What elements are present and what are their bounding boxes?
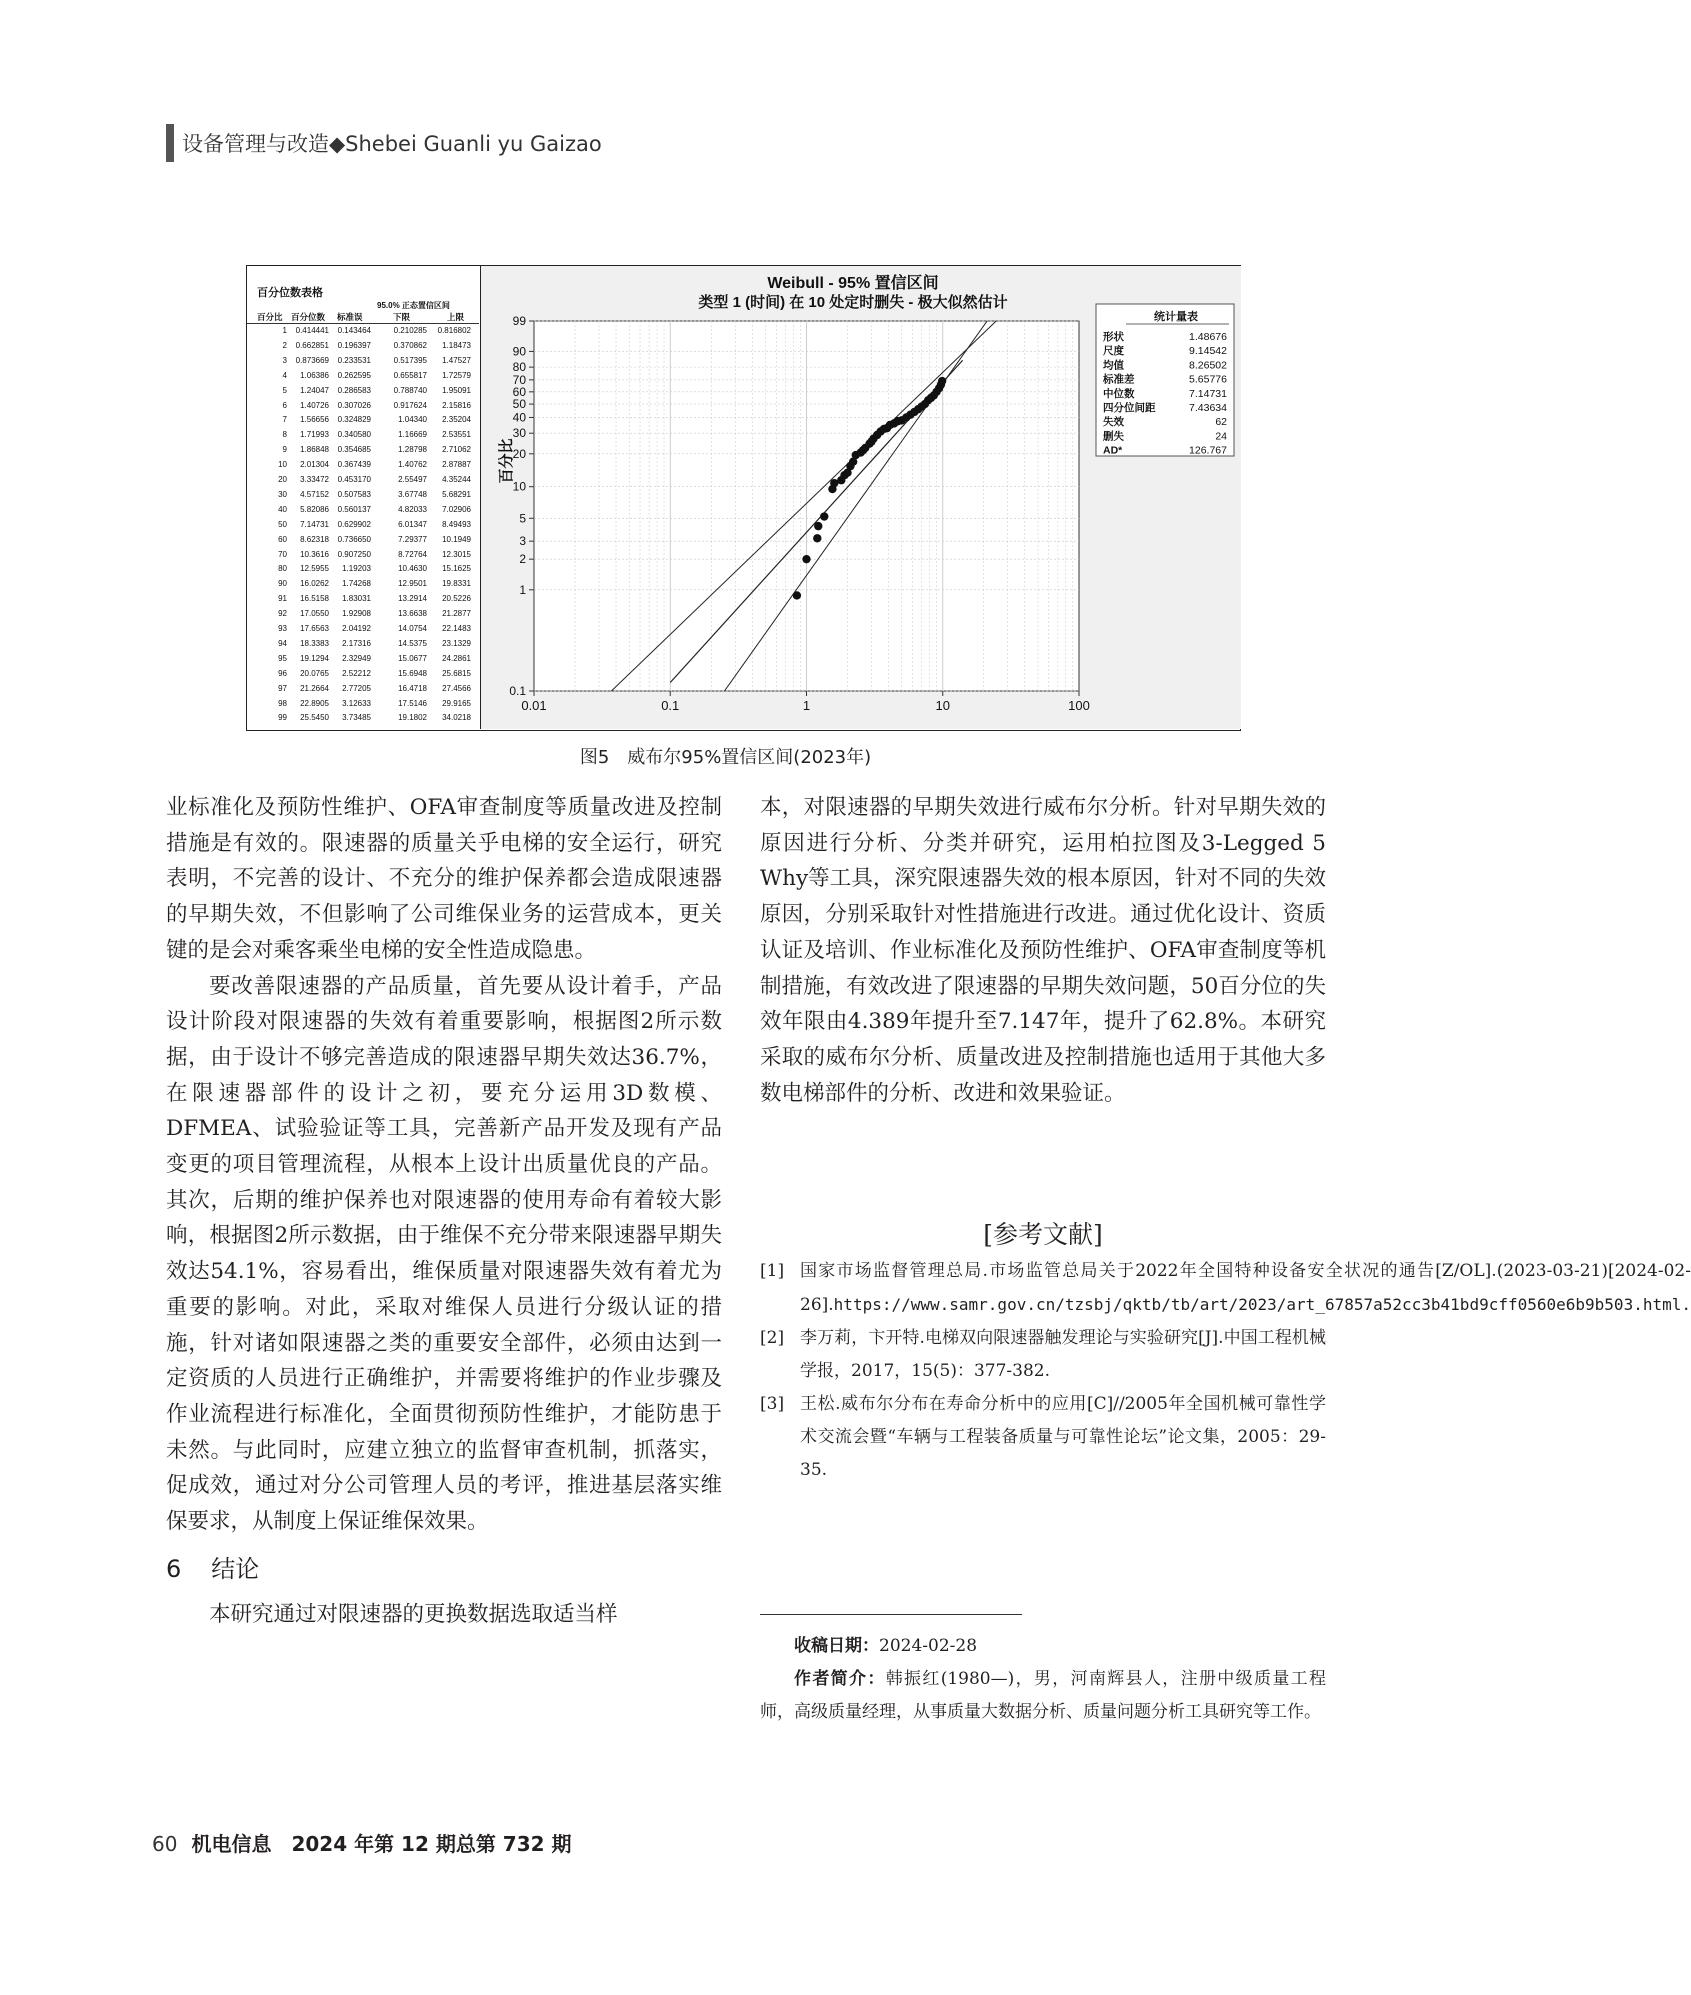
percentile-cell: 16.0262 bbox=[300, 579, 329, 589]
reference-item bbox=[760, 1322, 1326, 1388]
percentile-cell: 18.3383 bbox=[300, 638, 329, 648]
percentile-cell: 0.143464 bbox=[337, 326, 371, 335]
section-number: 6 bbox=[166, 1554, 182, 1583]
percentile-cell: 4.57152 bbox=[300, 489, 329, 499]
percentile-cell: 0.907250 bbox=[337, 549, 371, 559]
percentile-cell: 1.56656 bbox=[300, 415, 329, 425]
percentile-row bbox=[247, 415, 479, 427]
percentile-cell: 70 bbox=[278, 549, 287, 559]
reference-item bbox=[760, 1388, 1326, 1487]
y-tick-label: 3 bbox=[519, 534, 526, 549]
percentile-cell: 7 bbox=[282, 415, 287, 425]
percentile-cell: 0.210285 bbox=[393, 326, 427, 335]
right-column bbox=[760, 790, 1326, 1111]
percentile-cell: 80 bbox=[278, 564, 287, 574]
percentile-row bbox=[247, 654, 479, 666]
section-heading bbox=[166, 1552, 722, 1588]
percentile-cell: 14.5375 bbox=[398, 638, 427, 648]
percentile-row bbox=[247, 669, 479, 681]
percentile-cell: 4.35244 bbox=[442, 475, 471, 484]
percentile-cell: 16.4718 bbox=[398, 683, 427, 693]
stats-value: 9.14542 bbox=[1189, 345, 1227, 358]
y-tick-label: 40 bbox=[512, 410, 526, 425]
stats-label: 均值 bbox=[1103, 359, 1124, 372]
percentile-cell: 21.2877 bbox=[442, 609, 471, 619]
percentile-cell: 1.40726 bbox=[300, 400, 329, 410]
percentile-cell: 2.87887 bbox=[442, 460, 471, 470]
x-tick-label: 1 bbox=[802, 698, 811, 713]
percentile-cell: 0.262595 bbox=[337, 370, 371, 380]
stats-value: 24 bbox=[1215, 430, 1227, 443]
col-header: 百分比 bbox=[257, 312, 283, 322]
percentile-cell: 3.33472 bbox=[300, 475, 329, 484]
x-tick-label: 10 bbox=[935, 698, 950, 713]
paragraph: 要改善限速器的产品质量，首先要从设计着手，产品设计阶段对限速器的失效有着重要影响，根据图2所示数据，由于设计不够完善造成的限速器早期失效达36.7%，在限速器部件的设计之初，要充分运用3D数模、DFMEA、试验验证等工具，完善新产品开发及现有产品变更的项目管理流程，从根本上设计出质量优良的产品。其次，后期的维护保养也对限速器的使用寿命有着较大影响，根据图2所示数据，由于维保不充分带来限速器早期失效达54.1%，容易看出，维保质量对限速器失效有着尤为重要的影响。对此，采取对维保人员进行分级认证的措施，针对诸如限速器之类的重要安全部件，必须由达到一定资质的人员进行正确维护，并需要将维护的作业步骤及作业流程进行标准化，全面贯彻预防性维护，才能防患于未然。与此同时，应建立独立的监督审查机制，抓落实，促成效，通过对分公司管理人员的考评，推进基层落实维保要求，从制度上保证维保效果。 bbox=[166, 973, 722, 1535]
percentile-cell: 0.233531 bbox=[337, 355, 371, 365]
percentile-cell: 5.82086 bbox=[300, 504, 329, 514]
y-tick-label: 60 bbox=[512, 384, 526, 399]
percentile-cell: 40 bbox=[278, 504, 287, 514]
percentile-cell: 2.52212 bbox=[342, 668, 371, 678]
reference-text: 李万莉，卞开特.电梯双向限速器触发理论与实验研究[J].中国工程机械学报，2017，15(5)：377-382. bbox=[800, 1328, 1326, 1381]
percentile-cell: 2.01304 bbox=[300, 460, 329, 470]
references-list bbox=[760, 1255, 1691, 1487]
percentile-cell: 2.15816 bbox=[442, 400, 471, 410]
y-tick-label: 90 bbox=[512, 344, 526, 359]
percentile-row bbox=[247, 535, 479, 547]
paragraph: 本，对限速器的早期失效进行威布尔分析。针对早期失效的原因进行分析、分类并研究，运用柏拉图及3-Legged 5 Why等工具，深究限速器失效的根本原因，针对不同的失效原因，分别采取针对性措施进行改进。通过优化设计、资质认证及培训、作业标准化及预防性维护、OFA审查制度等机制措施，有效改进了限速器的早期失效问题，50百分位的失效年限由4.389年提升至7.147年，提升了62.8%。本研究采取的威布尔分析、质量改进及控制措施也适用于其他大多数电梯部件的分析、改进和效果验证。 bbox=[760, 795, 1326, 1106]
percentile-cell: 5 bbox=[282, 385, 287, 395]
col-header: 标准误 bbox=[337, 312, 363, 322]
percentile-table bbox=[247, 266, 479, 729]
percentile-cell: 3.67748 bbox=[398, 489, 427, 499]
percentile-row bbox=[247, 579, 479, 591]
stats-value: 1.48676 bbox=[1189, 331, 1227, 343]
percentile-cell: 19.1294 bbox=[300, 653, 329, 663]
y-tick-label: 99 bbox=[512, 314, 526, 328]
stats-value: 126.767 bbox=[1189, 444, 1227, 457]
y-axis-label: 百分比 bbox=[498, 438, 515, 484]
stats-value: 7.14731 bbox=[1189, 387, 1227, 400]
percentile-cell: 97 bbox=[278, 683, 287, 693]
percentile-cell: 93 bbox=[278, 624, 287, 633]
percentile-row bbox=[247, 460, 479, 472]
percentile-row bbox=[247, 490, 479, 502]
footnotes bbox=[760, 1630, 1326, 1729]
percentile-cell: 0.354685 bbox=[337, 445, 371, 455]
percentile-row bbox=[247, 699, 479, 711]
percentile-cell: 4.82033 bbox=[398, 504, 427, 514]
percentile-cell: 19.8331 bbox=[442, 579, 471, 589]
percentile-cell: 94 bbox=[278, 638, 287, 648]
percentile-row bbox=[247, 505, 479, 517]
percentile-cell: 30 bbox=[278, 489, 287, 499]
y-tick-label: 50 bbox=[512, 397, 526, 412]
data-point bbox=[814, 522, 822, 530]
stats-label: 尺度 bbox=[1103, 345, 1124, 358]
percentile-cell: 1.72579 bbox=[442, 370, 471, 380]
percentile-cell: 22.1483 bbox=[442, 624, 471, 633]
y-tick-label: 20 bbox=[512, 446, 526, 461]
page-footer bbox=[152, 1828, 572, 1857]
percentile-cell: 7.02906 bbox=[442, 504, 471, 514]
percentile-cell: 8.49493 bbox=[442, 519, 471, 529]
paragraph: 本研究通过对限速器的更换数据选取适当样 bbox=[209, 1602, 618, 1628]
data-point bbox=[820, 512, 828, 520]
percentile-cell: 2.32949 bbox=[342, 653, 371, 663]
percentile-cell: 29.9165 bbox=[442, 698, 471, 708]
header-text: 设备管理与改造◆Shebei Guanli yu Gaizao bbox=[182, 132, 602, 156]
percentile-row bbox=[247, 564, 479, 576]
stats-label: 失效 bbox=[1103, 416, 1124, 429]
paragraph: 业标准化及预防性维护、OFA审查制度等质量改进及控制措施是有效的。限速器的质量关乎电梯的安全运行，研究表明，不完善的设计、不充分的维护保养都会造成限速器的早期失效，不但影响了公司维保业务的运营成本，更关键的是会对乘客乘坐电梯的安全性造成隐患。 bbox=[166, 795, 722, 963]
col-header: 下限 bbox=[393, 312, 411, 322]
percentile-row bbox=[247, 356, 479, 368]
percentile-cell: 0.736650 bbox=[337, 534, 371, 544]
percentile-cell: 10.1949 bbox=[442, 534, 471, 544]
stats-value: 7.43634 bbox=[1189, 402, 1227, 414]
percentile-cell: 2.55497 bbox=[398, 475, 427, 484]
percentile-cell: 0.873669 bbox=[295, 355, 329, 365]
y-tick-label: 0.1 bbox=[509, 684, 526, 698]
col-header: 上限 bbox=[447, 312, 465, 322]
percentile-cell: 0.788740 bbox=[393, 385, 427, 395]
percentile-row bbox=[247, 684, 479, 696]
percentile-cell: 0.453170 bbox=[337, 475, 371, 484]
running-header bbox=[166, 124, 602, 162]
percentile-cell: 0.286583 bbox=[337, 385, 371, 395]
percentile-cell: 1.28798 bbox=[398, 445, 427, 455]
percentile-cell: 50 bbox=[278, 519, 287, 529]
percentile-row bbox=[247, 445, 479, 457]
percentile-cell: 20.5226 bbox=[442, 594, 471, 604]
percentile-cell: 2.17316 bbox=[342, 638, 371, 648]
percentile-row bbox=[247, 520, 479, 532]
reference-number: [2] bbox=[760, 1328, 785, 1348]
y-tick-label: 2 bbox=[519, 552, 526, 567]
journal-info: 机电信息 2024 年第 12 期总第 732 期 bbox=[191, 1832, 572, 1856]
percentile-cell: 3.12633 bbox=[342, 698, 371, 708]
percentile-cell: 10 bbox=[278, 460, 287, 470]
percentile-cell: 0.307026 bbox=[337, 400, 371, 410]
reference-text: 王松.威布尔分布在寿命分析中的应用[C]//2005年全国机械可靠性学术交流会暨“车辆与工程装备质量与可靠性论坛”论文集，2005：29-35. bbox=[800, 1394, 1326, 1480]
percentile-cell: 6 bbox=[282, 400, 287, 410]
percentile-cell: 1.16669 bbox=[398, 430, 427, 440]
percentile-row bbox=[247, 639, 479, 651]
percentile-cell: 1.47527 bbox=[442, 355, 471, 365]
y-tick-label: 70 bbox=[512, 372, 526, 387]
percentile-cell: 13.6638 bbox=[398, 609, 427, 619]
reference-item bbox=[760, 1255, 1691, 1322]
percentile-row bbox=[247, 594, 479, 606]
percentile-cell: 0.507583 bbox=[337, 489, 371, 499]
percentile-row bbox=[247, 550, 479, 562]
y-tick-label: 10 bbox=[512, 479, 526, 494]
percentile-row bbox=[247, 341, 479, 353]
percentile-cell: 1.18473 bbox=[442, 340, 471, 350]
percentile-cell: 96 bbox=[278, 668, 287, 678]
percentile-cell: 0.517395 bbox=[393, 355, 427, 365]
page-number: 60 bbox=[152, 1832, 178, 1856]
stats-label: AD* bbox=[1103, 444, 1123, 457]
footnote-rule bbox=[760, 1614, 1022, 1615]
percentile-cell: 1.92908 bbox=[342, 609, 371, 619]
stats-label: 中位数 bbox=[1103, 387, 1135, 400]
received-label: 收稿日期： bbox=[794, 1636, 879, 1656]
data-point bbox=[813, 534, 821, 542]
percentile-cell: 6.01347 bbox=[398, 519, 427, 529]
left-column bbox=[166, 790, 722, 1633]
percentile-cell: 1.04340 bbox=[398, 415, 427, 425]
percentile-cell: 20.0765 bbox=[300, 668, 329, 678]
reference-number: [3] bbox=[760, 1394, 785, 1414]
y-tick-label: 80 bbox=[512, 360, 526, 375]
stats-value: 62 bbox=[1215, 416, 1227, 429]
percentile-cell: 2.35204 bbox=[442, 415, 471, 425]
percentile-cell: 95 bbox=[278, 653, 287, 663]
percentile-cell: 17.6563 bbox=[300, 624, 329, 633]
percentile-cell: 1.19203 bbox=[342, 564, 371, 574]
percentile-cell: 12.3015 bbox=[442, 549, 471, 559]
percentile-cell: 0.340580 bbox=[337, 430, 371, 440]
percentile-cell: 90 bbox=[278, 579, 287, 589]
percentile-cell: 0.560137 bbox=[337, 504, 371, 514]
percentile-cell: 1.24047 bbox=[300, 385, 329, 395]
percentile-cell: 13.2914 bbox=[398, 594, 427, 604]
percentile-cell: 3 bbox=[282, 355, 287, 365]
chart-subtitle: 类型 1 (时间) 在 10 处定时删失 - 极大似然估计 bbox=[698, 294, 1008, 311]
percentile-table-header bbox=[247, 311, 479, 324]
percentile-table-title: 百分位数表格 bbox=[257, 287, 323, 299]
percentile-cell: 19.1802 bbox=[398, 713, 427, 723]
percentile-cell: 16.5158 bbox=[300, 594, 329, 604]
percentile-row bbox=[247, 371, 479, 383]
header-bar bbox=[166, 124, 174, 162]
percentile-cell: 25.5450 bbox=[300, 713, 329, 723]
percentile-cell: 0.370862 bbox=[393, 340, 427, 350]
stats-label: 标准差 bbox=[1103, 373, 1135, 386]
received-date bbox=[760, 1630, 1326, 1663]
percentile-cell: 2.71062 bbox=[442, 445, 471, 455]
percentile-cell: 15.1625 bbox=[442, 564, 471, 574]
percentile-cell: 2.04192 bbox=[342, 624, 371, 633]
weibull-probability-plot bbox=[481, 266, 1241, 729]
percentile-cell: 1 bbox=[282, 326, 287, 335]
percentile-cell: 21.2664 bbox=[300, 683, 329, 693]
col-header: 百分位数 bbox=[291, 312, 326, 322]
stats-box-title: 统计量表 bbox=[1154, 311, 1198, 323]
percentile-cell: 92 bbox=[278, 609, 287, 619]
percentile-row bbox=[247, 386, 479, 398]
percentile-cell: 2 bbox=[282, 340, 287, 350]
percentile-cell: 1.40762 bbox=[398, 460, 427, 470]
percentile-cell: 0.629902 bbox=[337, 519, 371, 529]
percentile-cell: 7.14731 bbox=[300, 519, 329, 529]
chart-title: Weibull - 95% 置信区间 bbox=[767, 275, 939, 292]
percentile-row bbox=[247, 326, 479, 338]
percentile-cell: 7.29377 bbox=[398, 534, 427, 544]
x-tick-label: 100 bbox=[1068, 698, 1090, 713]
percentile-cell: 12.9501 bbox=[398, 579, 427, 589]
percentile-cell: 1.71993 bbox=[300, 430, 329, 440]
percentile-cell: 17.5146 bbox=[398, 698, 427, 708]
percentile-cell: 0.917624 bbox=[393, 400, 427, 410]
percentile-cell: 15.0677 bbox=[398, 653, 427, 663]
percentile-cell: 0.655817 bbox=[393, 370, 427, 380]
percentile-row bbox=[247, 609, 479, 621]
percentile-cell: 1.74268 bbox=[342, 579, 371, 589]
percentile-cell: 27.4566 bbox=[442, 683, 471, 693]
percentile-cell: 2.53551 bbox=[442, 430, 471, 440]
percentile-cell: 1.86848 bbox=[300, 445, 329, 455]
percentile-cell: 4 bbox=[282, 370, 287, 380]
percentile-cell: 22.8905 bbox=[300, 698, 329, 708]
reference-number: [1] bbox=[760, 1261, 785, 1281]
percentile-cell: 60 bbox=[278, 534, 287, 544]
y-tick-label: 1 bbox=[519, 582, 526, 597]
stats-label: 删失 bbox=[1103, 430, 1124, 443]
percentile-cell: 25.6815 bbox=[442, 668, 471, 678]
data-point bbox=[802, 555, 810, 563]
references-heading: [参考文献] bbox=[983, 1220, 1103, 1249]
stats-value: 5.65776 bbox=[1189, 373, 1227, 386]
percentile-cell: 10.3616 bbox=[300, 549, 329, 559]
percentile-cell: 3.73485 bbox=[342, 713, 371, 723]
percentile-cell: 8 bbox=[282, 430, 287, 440]
percentile-cell: 1.06386 bbox=[300, 370, 329, 380]
percentile-cell: 0.367439 bbox=[337, 460, 371, 470]
data-point bbox=[938, 377, 946, 385]
percentile-row bbox=[247, 713, 479, 725]
author-value: 韩振红(1980—)，男，河南辉县人，注册中级质量工程师，高级质量经理，从事质量大数据分析、质量问题分析工具研究等工作。 bbox=[760, 1669, 1327, 1722]
y-tick-label: 30 bbox=[512, 426, 526, 441]
percentile-cell: 0.324829 bbox=[337, 415, 371, 425]
percentile-row bbox=[247, 430, 479, 442]
stats-value: 8.26502 bbox=[1189, 359, 1227, 372]
percentile-cell: 15.6948 bbox=[398, 668, 427, 678]
percentile-cell: 8.72764 bbox=[398, 549, 427, 559]
x-tick-label: 0.01 bbox=[521, 698, 547, 713]
percentile-cell: 34.0218 bbox=[442, 713, 471, 723]
percentile-cell: 23.1329 bbox=[442, 638, 471, 648]
percentile-cell: 99 bbox=[278, 713, 287, 723]
percentile-cell: 0.414441 bbox=[295, 326, 329, 335]
stats-box bbox=[1096, 304, 1234, 457]
figure-5 bbox=[246, 265, 1241, 731]
figure-caption: 图5 威布尔95%置信区间(2023年) bbox=[579, 747, 872, 768]
data-point bbox=[793, 591, 801, 599]
percentile-cell: 10.4630 bbox=[398, 564, 427, 574]
reference-url[interactable]: https://www.samr.gov.cn/tzsbj/qktb/tb/art/2023/art_67857a52cc3b41bd9cff0560e6b9b503.html. bbox=[833, 1295, 1691, 1314]
percentile-table-ci-label: 95.0% 正态置信区间 bbox=[377, 301, 450, 310]
percentile-cell: 2.77205 bbox=[342, 683, 371, 693]
percentile-cell: 14.0754 bbox=[398, 624, 427, 633]
author-label: 作者简介： bbox=[794, 1669, 886, 1689]
percentile-cell: 0.196397 bbox=[337, 340, 371, 350]
stats-label: 四分位间距 bbox=[1103, 402, 1156, 414]
stats-label: 形状 bbox=[1103, 331, 1124, 343]
percentile-cell: 9 bbox=[282, 445, 287, 455]
percentile-cell: 8.62318 bbox=[300, 534, 329, 544]
y-tick-label: 5 bbox=[519, 511, 526, 526]
percentile-cell: 98 bbox=[278, 698, 287, 708]
percentile-cell: 12.5955 bbox=[300, 564, 329, 574]
percentile-cell: 5.68291 bbox=[442, 489, 471, 499]
section-title: 结论 bbox=[211, 1554, 260, 1583]
percentile-cell: 17.0550 bbox=[300, 609, 329, 619]
percentile-cell: 91 bbox=[278, 594, 287, 604]
received-value: 2024-02-28 bbox=[879, 1636, 978, 1656]
weibull-plot bbox=[480, 266, 1241, 729]
x-tick-label: 0.1 bbox=[661, 698, 680, 713]
percentile-cell: 0.662851 bbox=[295, 340, 329, 350]
percentile-row bbox=[247, 401, 479, 413]
percentile-row bbox=[247, 624, 479, 636]
percentile-row bbox=[247, 475, 479, 487]
percentile-cell: 20 bbox=[278, 475, 287, 484]
percentile-cell: 24.2861 bbox=[442, 653, 471, 663]
reference-text: 国家市场监督管理总局.市场监管总局关于2022年全国特种设备安全状况的通告[Z/OL].(2023-03-21)[2024-02-26]. bbox=[800, 1261, 1691, 1315]
author-bio bbox=[760, 1663, 1326, 1729]
percentile-cell: 0.816802 bbox=[437, 326, 471, 335]
percentile-cell: 1.95091 bbox=[442, 385, 471, 395]
percentile-cell: 1.83031 bbox=[342, 594, 371, 604]
